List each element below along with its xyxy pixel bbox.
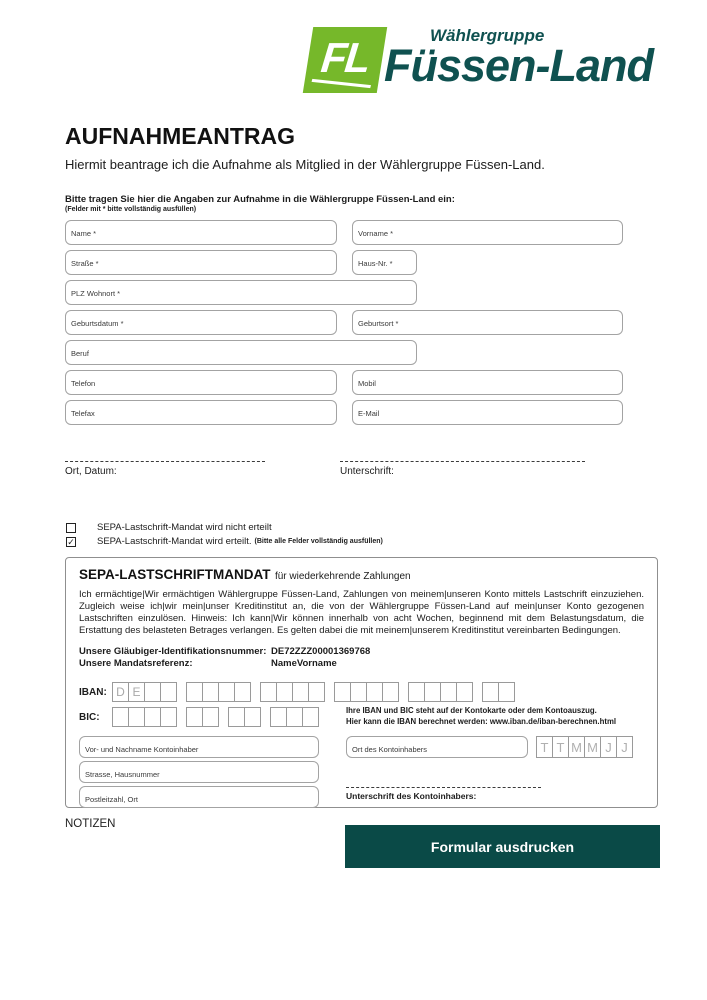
bic-cell-group <box>270 707 319 727</box>
iban-cell-group <box>260 682 325 702</box>
bic-cell-group <box>228 707 261 727</box>
unterschrift-signature-line <box>340 461 585 462</box>
holder-ort-field-label: Ort des Kontoinhabers <box>352 745 428 755</box>
iban-row <box>79 682 644 702</box>
iban-cell[interactable] <box>292 682 309 702</box>
iban-cell[interactable] <box>350 682 367 702</box>
iban-hint-line1: Ihre IBAN und BIC steht auf der Kontokarte oder dem Kontoauszug. <box>346 706 597 716</box>
iban-cell[interactable] <box>160 682 177 702</box>
holder-street-field-label: Strasse, Hausnummer <box>85 770 160 780</box>
bic-cell[interactable] <box>302 707 319 727</box>
date-cells <box>537 736 633 758</box>
iban-cell[interactable] <box>498 682 515 702</box>
iban-cell[interactable] <box>186 682 203 702</box>
date-cell-year[interactable]: J <box>600 736 617 758</box>
iban-cell[interactable] <box>234 682 251 702</box>
logo-fl-badge <box>303 27 387 93</box>
bic-cell-group <box>112 707 177 727</box>
sepa-not-granted-label: SEPA-Lastschrift-Mandat wird nicht erteilt <box>97 522 272 533</box>
logo-fl-letters: FL <box>319 34 372 81</box>
iban-cell-group <box>482 682 515 702</box>
sepa-not-granted-checkbox[interactable] <box>66 523 76 533</box>
bic-row <box>79 707 644 727</box>
holder-city-field[interactable] <box>79 786 319 808</box>
date-cell-month[interactable]: M <box>584 736 601 758</box>
iban-cell[interactable] <box>202 682 219 702</box>
mobil-field-label: Mobil <box>358 379 376 388</box>
sepa-identifiers <box>79 646 644 670</box>
hausnr-field[interactable] <box>352 250 417 275</box>
beruf-field[interactable] <box>65 340 417 365</box>
bic-cell[interactable] <box>128 707 145 727</box>
intro-text: Hiermit beantrage ich die Aufnahme als Mitglied in der Wählergruppe Füssen-Land. <box>65 157 545 172</box>
sepa-title-row <box>79 566 644 584</box>
strasse-field[interactable] <box>65 250 337 275</box>
unterschrift-label: Unterschrift: <box>340 466 394 477</box>
mandate-ref-label: Unsere Mandatsreferenz: <box>79 657 193 669</box>
bic-cell[interactable] <box>270 707 287 727</box>
ort-datum-label: Ort, Datum: <box>65 466 117 477</box>
iban-hint <box>346 706 666 727</box>
date-cell-year[interactable]: J <box>616 736 633 758</box>
instruction-text: Bitte tragen Sie hier die Angaben zur Aufnahme in die Wählergruppe Füssen-Land ein: <box>65 194 455 205</box>
email-field-label: E-Mail <box>358 409 380 418</box>
holder-signature-line <box>346 787 541 788</box>
holder-street-field[interactable] <box>79 761 319 783</box>
name-field[interactable] <box>65 220 337 245</box>
sepa-choice <box>66 522 383 550</box>
iban-hint-line2: Hier kann die IBAN berechnet werden: www.iban.de/iban-berechnen.html <box>346 716 617 726</box>
mobil-field[interactable] <box>352 370 623 395</box>
iban-cell-prefill[interactable]: E <box>128 682 145 702</box>
form-row <box>65 220 623 245</box>
vorname-field-label: Vorname * <box>358 229 394 238</box>
personal-data-form <box>65 220 623 430</box>
mandate-ref-value: NameVorname <box>271 657 337 669</box>
sepa-granted-note: (Bitte alle Felder vollständig ausfüllen) <box>254 538 383 545</box>
holder-name-field[interactable] <box>79 736 319 758</box>
unterschrift-signature <box>340 461 585 477</box>
iban-cell[interactable] <box>144 682 161 702</box>
email-field[interactable] <box>352 400 623 425</box>
date-cell-month[interactable]: M <box>568 736 585 758</box>
name-field-label: Name * <box>71 229 97 238</box>
beruf-field-label: Beruf <box>71 349 89 358</box>
form-row <box>65 370 623 395</box>
iban-cell[interactable] <box>366 682 383 702</box>
bic-cell[interactable] <box>244 707 261 727</box>
account-holder-section <box>79 736 644 814</box>
iban-cell-group <box>186 682 251 702</box>
date-cell-day[interactable]: T <box>552 736 569 758</box>
logo-group-name: Wählergruppe <box>430 26 545 45</box>
iban-cell[interactable] <box>482 682 499 702</box>
ort-datum-signature <box>65 461 265 477</box>
iban-cell[interactable] <box>218 682 235 702</box>
sepa-granted-checkbox[interactable]: ✓ <box>67 536 75 547</box>
iban-cell-group <box>334 682 399 702</box>
sepa-granted-row <box>66 536 383 547</box>
sepa-not-granted-row <box>66 522 383 533</box>
form-row <box>65 310 623 335</box>
creditor-id-label: Unsere Gläubiger-Identifikationsnummer: <box>79 645 267 657</box>
hausnr-field-label: Haus-Nr. * <box>358 259 393 268</box>
iban-cell[interactable] <box>440 682 457 702</box>
telefax-field[interactable] <box>65 400 337 425</box>
iban-cell[interactable] <box>382 682 399 702</box>
sepa-mandate-text: Ich ermächtige|Wir ermächtigen Wählergruppe Füssen-Land, Zahlungen von meinem|unseren Konto mittels Lastschrift einzuziehen. Zugleich weise ich|wir mein|unser Kreditinstitut an, die von der Wählergruppe Füssen-Land auf mein|unser Konto gezogenen Lastschriften einzulösen. Hinweis: Ich kann|Wir können innerhalb von acht Wochen, beginnend mit dem Belastungsdatum, die Erstattung des belasteten Betrages verlangen. Es gelten dabei die mit meinem|unserem Kreditinstitut vereinbarten Bedingungen. <box>79 589 644 637</box>
holder-signature-label: Unterschrift des Kontoinhabers: <box>346 791 477 802</box>
form-row <box>65 400 623 425</box>
geburtsdatum-field[interactable] <box>65 310 337 335</box>
iban-cell-group <box>112 682 177 702</box>
sepa-mandate-box <box>65 557 658 808</box>
bic-cell[interactable] <box>112 707 129 727</box>
iban-cell-group <box>408 682 473 702</box>
logo <box>308 27 653 93</box>
bic-cell[interactable] <box>186 707 203 727</box>
form-row <box>65 250 623 275</box>
bic-cell[interactable] <box>160 707 177 727</box>
iban-cell[interactable] <box>260 682 277 702</box>
page-title: AUFNAHMEANTRAG <box>65 123 295 149</box>
holder-signature <box>346 787 541 801</box>
ort-datum-signature-line <box>65 461 265 462</box>
holder-ort-field[interactable] <box>346 736 528 758</box>
plz-wohnort-field-label: PLZ Wohnort * <box>71 289 121 298</box>
bic-cell-group <box>186 707 219 727</box>
bic-cell[interactable] <box>144 707 161 727</box>
notes-label: NOTIZEN <box>65 818 116 830</box>
iban-cell[interactable] <box>408 682 425 702</box>
telefon-field-label: Telefon <box>71 379 96 388</box>
strasse-field-label: Straße * <box>71 259 99 268</box>
holder-name-field-label: Vor- und Nachname Kontoinhaber <box>85 745 199 755</box>
iban-label: IBAN: <box>79 686 107 698</box>
form-row <box>65 280 623 305</box>
iban-cell[interactable] <box>276 682 293 702</box>
iban-cell-prefill[interactable]: D <box>112 682 129 702</box>
plz-wohnort-field[interactable] <box>65 280 417 305</box>
sepa-title-suffix: für wiederkehrende Zahlungen <box>274 571 411 582</box>
iban-cell[interactable] <box>456 682 473 702</box>
print-form-button[interactable]: Formular ausdrucken <box>345 825 660 868</box>
signature-section <box>65 461 623 477</box>
date-cell-day[interactable]: T <box>536 736 553 758</box>
telefax-field-label: Telefax <box>71 409 95 418</box>
sepa-title: SEPA-LASTSCHRIFTMANDAT <box>79 567 271 582</box>
creditor-id-row <box>79 646 644 658</box>
bic-label: BIC: <box>79 711 100 723</box>
logo-brand-name: Füssen-Land <box>384 40 654 91</box>
bic-cell[interactable] <box>202 707 219 727</box>
mandate-ref-row <box>79 658 644 670</box>
sepa-granted-label: SEPA-Lastschrift-Mandat wird erteilt. <box>97 536 252 547</box>
geburtsdatum-field-label: Geburtsdatum * <box>71 319 124 328</box>
creditor-id-value: DE72ZZZ00001369768 <box>271 645 371 657</box>
vorname-field[interactable] <box>352 220 623 245</box>
geburtsort-field[interactable] <box>352 310 623 335</box>
instruction-note: (Felder mit * bitte vollständig ausfüllen) <box>65 206 197 213</box>
iban-cell[interactable] <box>424 682 441 702</box>
holder-city-field-label: Postleitzahl, Ort <box>85 795 138 805</box>
iban-cell[interactable] <box>308 682 325 702</box>
iban-cell[interactable] <box>334 682 351 702</box>
logo-text <box>384 26 654 91</box>
bic-cell[interactable] <box>228 707 245 727</box>
form-row <box>65 340 623 365</box>
telefon-field[interactable] <box>65 370 337 395</box>
bic-cell[interactable] <box>286 707 303 727</box>
geburtsort-field-label: Geburtsort * <box>358 319 399 328</box>
